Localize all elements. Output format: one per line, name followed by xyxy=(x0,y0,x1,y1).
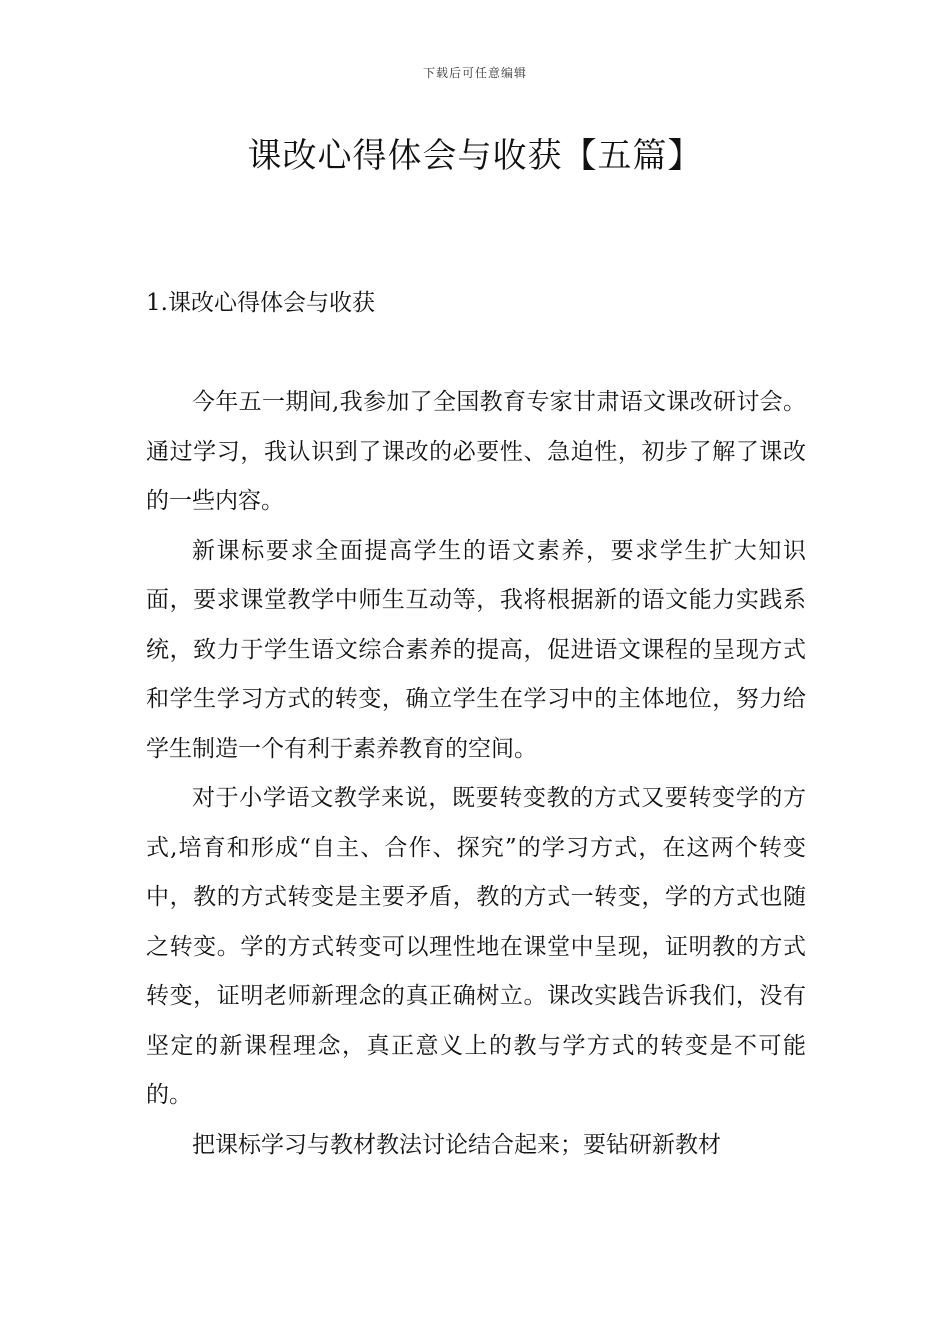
section-heading: 1.课改心得体会与收获 xyxy=(146,290,375,316)
paragraph: 把课标学习与教材教法讨论结合起来；要钻研新教材 xyxy=(192,1131,721,1158)
paragraph: 对于小学语文教学来说，既要转变教的方式又要转变学的方式,培育和形成“自主、合作、探究”的学习方式，在这两个转变中，教的方式转变是主要矛盾，教的方式一转变，学的方式也随之转变。学的方式转变可以理性地在课堂中呈现，证明教的方式转变，证明老师新理念的真正确树立。课改实践告诉我们，没有坚定的新课程理念，真正意义上的教与学方式的转变是不可能的。 xyxy=(146,785,806,1108)
header-note: 下载后可任意编辑 xyxy=(422,66,527,80)
paragraph: 今年五一期间,我参加了全国教育专家甘肃语文课改研讨会。通过学习，我认识到了课改的必要性、急迫性，初步了解了课改的一些内容。 xyxy=(146,389,806,514)
document-body xyxy=(146,378,806,1170)
document-title: 课改心得体会与收获【五篇】 xyxy=(247,136,703,176)
paragraph: 新课标要求全面提高学生的语文素养，要求学生扩大知识面，要求课堂教学中师生互动等，我将根据新的语文能力实践系统，致力于学生语文综合素养的提高，促进语文课程的呈现方式和学生学习方式的转变，确立学生在学习中的主体地位，努力给学生制造一个有利于素养教育的空间。 xyxy=(146,537,806,762)
